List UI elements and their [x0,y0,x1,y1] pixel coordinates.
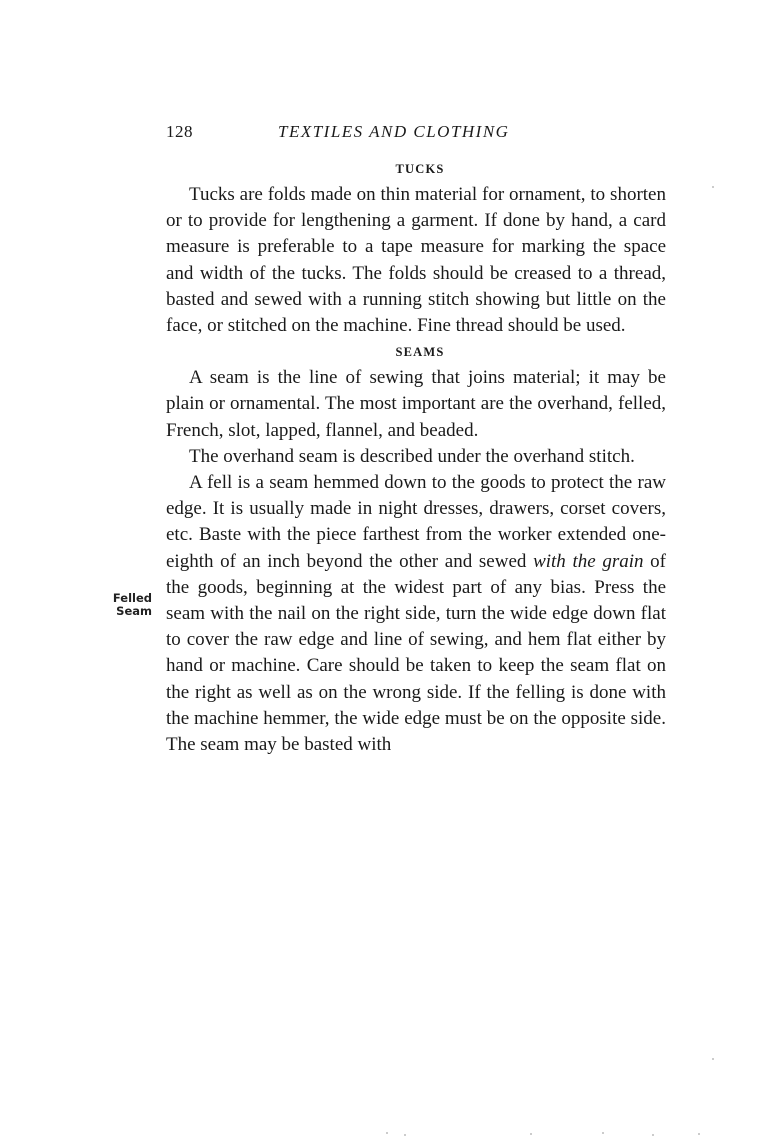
page-number: 128 [166,122,193,141]
paragraph-seam-definition: A seam is the line of sewing that joins material; it may be plain or ornamental. The most important are the overhand, felled, French, slot, lapped, flannel, and beaded. [166,367,666,441]
scan-speck [712,1058,714,1060]
italic-phrase: with the grain [533,550,644,572]
text-column [166,156,666,758]
paragraph-tucks: Tucks are folds made on thin material for ornament, to shorten or to provide for lengthening a garment. If done by hand, a card measure is preferable to a tape measure for marking the space and width of the tucks. The folds should be creased to a thread, basted and sewed with a running stitch showing but little on the face, or stitched on the machine. Fine thread should be used. [166,184,666,337]
margin-note-line-1: Felled [112,591,152,605]
paragraph-felled-seam [166,470,666,758]
scan-speck [602,1132,604,1134]
running-title: TEXTILES AND CLOTHING [278,122,510,141]
scan-speck [652,1134,654,1136]
scan-speck [530,1133,532,1135]
scan-speck [698,1133,700,1135]
section-heading-tucks: TUCKS [395,162,445,176]
running-head [166,122,666,148]
felled-seam-text-end: of the goods, beginning at the widest part of any bias. Press the seam with the nail on the right side, turn the wide edge down flat to cover the raw edge and line of sewing, and hem flat either by hand or machine. Care should be taken to keep the seam flat on the right as well as on the wrong side. If the felling is done with the machine hemmer, the wide edge must be on the opposite side. The seam may be basted with [166,550,667,756]
section-heading-seams: SEAMS [395,345,445,360]
scan-speck [404,1134,406,1136]
margin-note-felled-seam [92,592,152,618]
felled-seam-text-start: A fell is a seam hemmed down to the goods to protect the raw edge. It is usually made in night dresses, drawers, corset covers, etc. Baste with the piece farthest from the worker extended one-eighth of an inch beyond the other and sewed [166,472,666,572]
paragraph-overhand-seam: The overhand seam is described under the overhand stitch. [189,445,635,467]
scan-speck [386,1132,388,1134]
margin-note-line-2: Seam [116,604,152,618]
scan-speck [712,186,714,188]
